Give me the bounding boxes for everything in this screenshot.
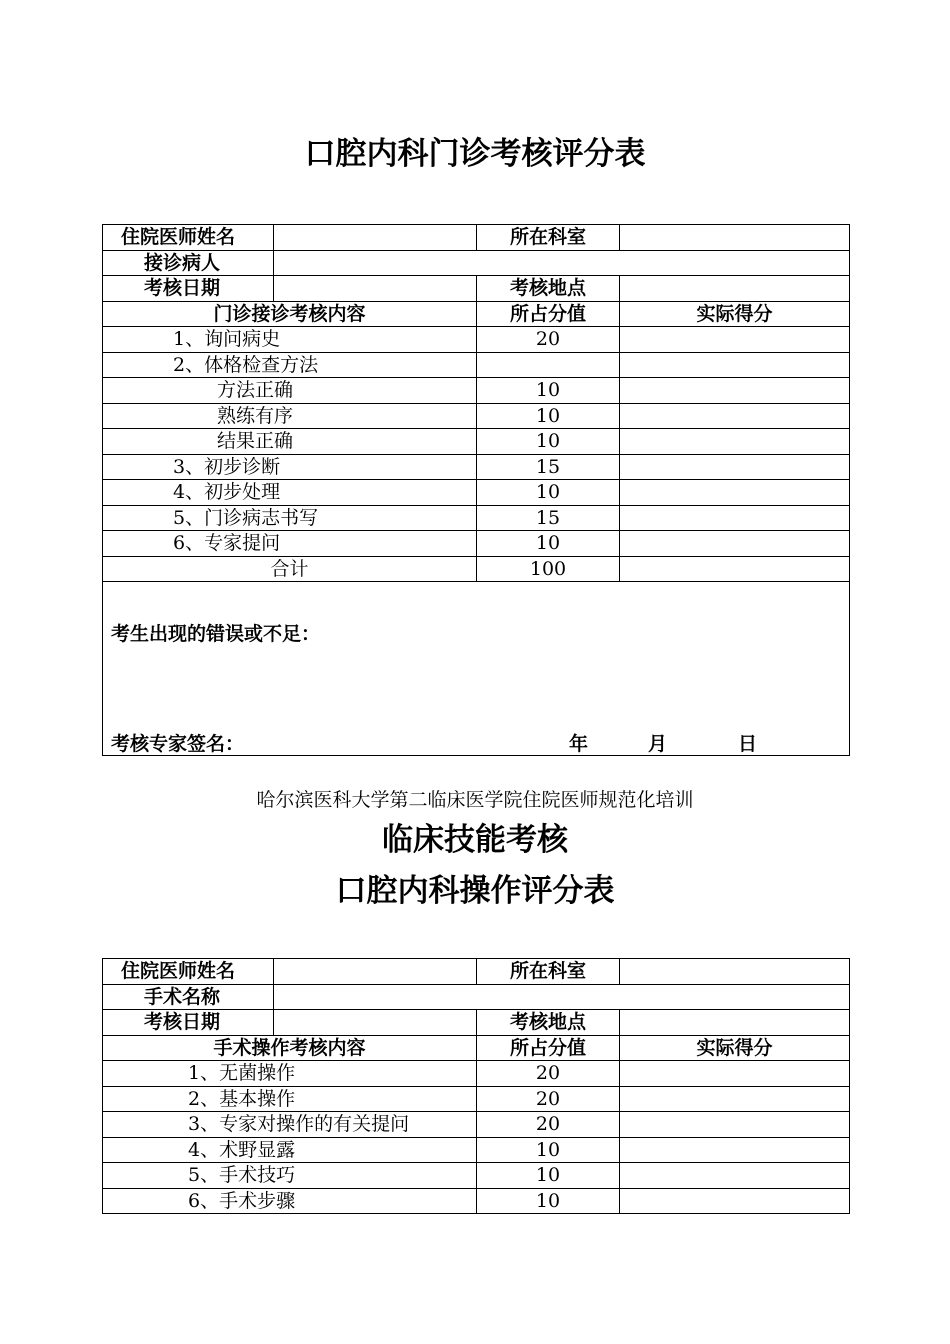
exam-date-field[interactable]	[274, 1010, 477, 1036]
date-day: 日	[738, 733, 758, 755]
patient-field[interactable]	[274, 250, 850, 276]
item-score-field[interactable]	[620, 327, 850, 353]
item-label: 熟练有序	[103, 403, 477, 429]
table-row	[103, 276, 850, 302]
total-score-field[interactable]	[620, 556, 850, 582]
surgery-field[interactable]	[274, 984, 850, 1010]
table-row	[103, 984, 850, 1010]
item-label: 4、初步处理	[103, 480, 477, 506]
table-row	[103, 454, 850, 480]
table-row	[103, 301, 850, 327]
item-label: 6、专家提问	[103, 531, 477, 557]
item-points: 10	[477, 378, 620, 404]
item-score-field[interactable]	[620, 531, 850, 557]
item-points: 10	[477, 1163, 620, 1189]
table-row	[103, 1035, 850, 1061]
item-label: 3、初步诊断	[103, 454, 477, 480]
table-row	[103, 959, 850, 985]
item-points: 10	[477, 531, 620, 557]
item-label: 4、术野显露	[103, 1137, 477, 1163]
department-field[interactable]	[620, 959, 850, 985]
department-label: 所在科室	[477, 959, 620, 985]
item-label: 2、体格检查方法	[103, 352, 477, 378]
item-label: 5、门诊病志书写	[103, 505, 477, 531]
exam-location-field[interactable]	[620, 1010, 850, 1036]
exam-date-label: 考核日期	[103, 1010, 274, 1036]
item-points: 20	[477, 1086, 620, 1112]
resident-name-label: 住院医师姓名	[103, 225, 274, 251]
table-row	[103, 1137, 850, 1163]
item-score-field[interactable]	[620, 1061, 850, 1087]
institution-name: 哈尔滨医科大学第二临床医学院住院医师规范化培训	[256, 789, 694, 811]
form1-title: 口腔内科门诊考核评分表	[304, 136, 646, 172]
table-row	[103, 403, 850, 429]
item-score-field[interactable]	[620, 480, 850, 506]
resident-name-label: 住院医师姓名	[103, 959, 274, 985]
item-score-field[interactable]	[620, 1163, 850, 1189]
resident-name-field[interactable]	[274, 959, 477, 985]
item-label: 5、手术技巧	[103, 1163, 477, 1189]
table-row	[103, 1163, 850, 1189]
item-score-field[interactable]	[620, 1086, 850, 1112]
item-points: 20	[477, 1061, 620, 1087]
outpatient-assessment-table	[102, 224, 850, 756]
item-points: 10	[477, 1137, 620, 1163]
total-label: 合计	[103, 556, 477, 582]
table-row	[103, 1010, 850, 1036]
item-label: 2、基本操作	[103, 1086, 477, 1112]
points-header: 所占分值	[477, 301, 620, 327]
item-points	[477, 352, 620, 378]
patient-label: 接诊病人	[103, 250, 274, 276]
table-row	[103, 556, 850, 582]
exam-date-field[interactable]	[274, 276, 477, 302]
surgery-label: 手术名称	[103, 984, 274, 1010]
total-points: 100	[477, 556, 620, 582]
table-row	[103, 225, 850, 251]
points-header: 所占分值	[477, 1035, 620, 1061]
item-score-field[interactable]	[620, 1112, 850, 1138]
table-row	[103, 327, 850, 353]
item-points: 15	[477, 505, 620, 531]
item-label: 6、手术步骤	[103, 1188, 477, 1214]
item-score-field[interactable]	[620, 1188, 850, 1214]
score-header: 实际得分	[620, 301, 850, 327]
item-score-field[interactable]	[620, 1137, 850, 1163]
item-points: 10	[477, 480, 620, 506]
table-row	[103, 352, 850, 378]
form2-title-line2: 口腔内科操作评分表	[335, 873, 615, 909]
item-score-field[interactable]	[620, 505, 850, 531]
date-year: 年	[569, 733, 589, 755]
content-header: 手术操作考核内容	[103, 1035, 477, 1061]
resident-name-field[interactable]	[274, 225, 477, 251]
table-row	[103, 378, 850, 404]
table-row	[103, 505, 850, 531]
department-label: 所在科室	[477, 225, 620, 251]
table-row	[103, 1112, 850, 1138]
item-score-field[interactable]	[620, 454, 850, 480]
item-label: 方法正确	[103, 378, 477, 404]
table-row	[103, 1086, 850, 1112]
score-header: 实际得分	[620, 1035, 850, 1061]
date-month: 月	[648, 733, 668, 755]
item-score-field[interactable]	[620, 352, 850, 378]
exam-location-field[interactable]	[620, 276, 850, 302]
item-label: 3、专家对操作的有关提问	[103, 1112, 477, 1138]
item-points: 10	[477, 403, 620, 429]
table-row	[103, 531, 850, 557]
table-row	[103, 250, 850, 276]
item-score-field[interactable]	[620, 403, 850, 429]
errors-and-signature-box[interactable]	[103, 582, 850, 756]
signature-label: 考核专家签名：	[111, 733, 245, 755]
table-row	[103, 480, 850, 506]
item-points: 10	[477, 429, 620, 455]
item-label: 1、询问病史	[103, 327, 477, 353]
table-row	[103, 1061, 850, 1087]
table-row	[103, 429, 850, 455]
item-points: 20	[477, 1112, 620, 1138]
department-field[interactable]	[620, 225, 850, 251]
item-points: 10	[477, 1188, 620, 1214]
exam-date-label: 考核日期	[103, 276, 274, 302]
operation-assessment-table	[102, 958, 850, 1214]
content-header: 门诊接诊考核内容	[103, 301, 477, 327]
form2-title-line1: 临床技能考核	[382, 822, 568, 858]
item-label: 1、无菌操作	[103, 1061, 477, 1087]
table-row	[103, 582, 850, 756]
item-points: 15	[477, 454, 620, 480]
exam-location-label: 考核地点	[477, 276, 620, 302]
exam-location-label: 考核地点	[477, 1010, 620, 1036]
errors-label: 考生出现的错误或不足：	[111, 623, 321, 645]
item-points: 20	[477, 327, 620, 353]
item-score-field[interactable]	[620, 378, 850, 404]
item-score-field[interactable]	[620, 429, 850, 455]
item-label: 结果正确	[103, 429, 477, 455]
table-row	[103, 1188, 850, 1214]
